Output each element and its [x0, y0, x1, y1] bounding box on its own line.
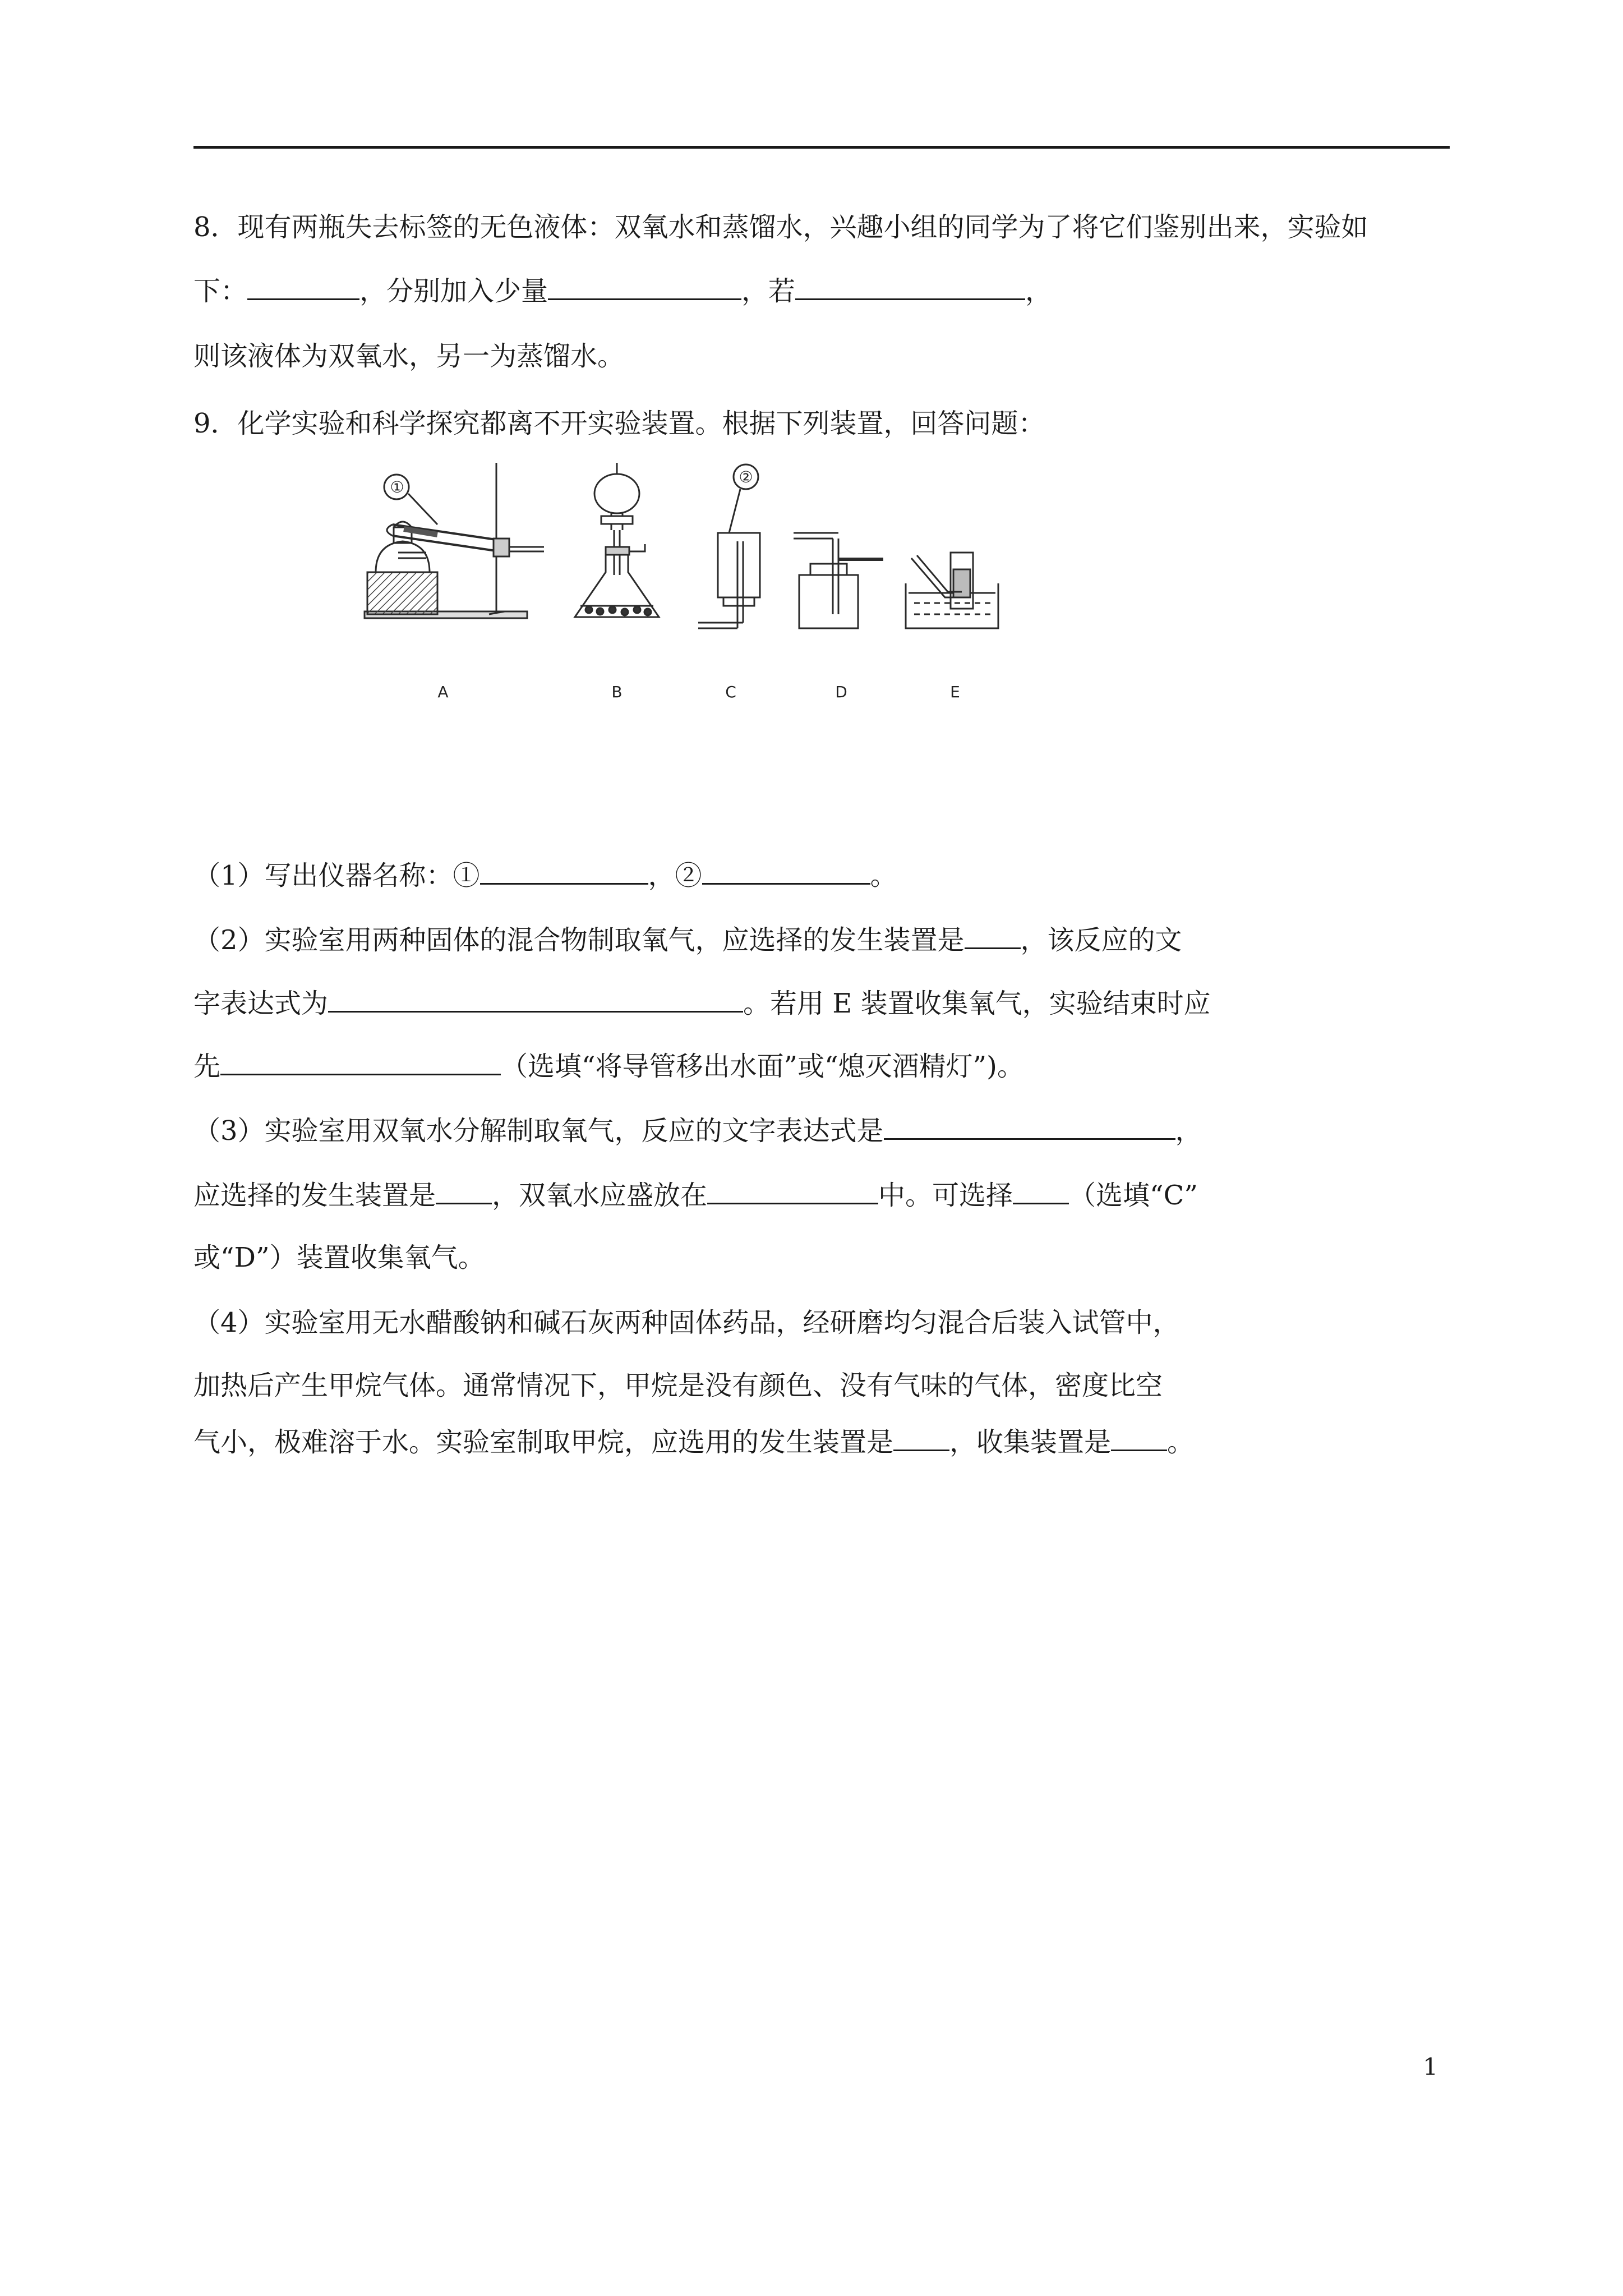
- marker-2: ②: [739, 468, 753, 486]
- answer-blank[interactable]: [965, 923, 1021, 949]
- marker-1: ①: [390, 478, 404, 496]
- q9-part-1: （1）写出仪器名称：① ，② 。: [193, 858, 897, 892]
- q9-part-2-line-1: （2）实验室用两种固体的混合物制取氧气，应选择的发生装置是 ，该反应的文: [193, 923, 1182, 957]
- q9-part-4-line-2: 加热后产生甲烷气体。通常情况下，甲烷是没有颜色、没有气味的气体，密度比空: [193, 1370, 1163, 1401]
- label-d: D: [835, 683, 847, 701]
- answer-blank[interactable]: [1013, 1178, 1069, 1204]
- answer-blank[interactable]: [707, 1178, 878, 1204]
- q9-part-4-line-1: （4）实验室用无水醋酸钠和碱石灰两种固体药品，经研磨均匀混合后装入试管中，: [193, 1307, 1180, 1338]
- q9-part-3-line-2: 应选择的发生装置是 ，双氧水应盛放在 中。可选择 （选填“C”: [193, 1178, 1198, 1212]
- answer-blank[interactable]: [480, 858, 648, 885]
- q9-intro: 9．化学实验和科学探究都离不开实验装置。根据下列装置，回答问题：: [193, 408, 1045, 439]
- apparatus-e: [906, 553, 998, 628]
- label-a: A: [437, 683, 449, 701]
- q9-part-3-line-1: （3）实验室用双氧水分解制取氧气，反应的文字表达式是 ，: [193, 1114, 1202, 1148]
- label-b: B: [611, 683, 623, 701]
- apparatus-d: [794, 533, 883, 628]
- answer-blank[interactable]: [884, 1114, 1175, 1140]
- q9-part-3-line-3: 或“D”）装置收集氧气。: [193, 1242, 485, 1273]
- page-number: 1: [1423, 2053, 1438, 2081]
- answer-blank[interactable]: [328, 986, 743, 1013]
- apparatus-figure: [359, 463, 1009, 710]
- answer-blank[interactable]: [893, 1425, 949, 1451]
- header-rule: [193, 146, 1450, 149]
- q8-line-2: 下： ，分别加入少量 ，若 ，: [193, 274, 1052, 308]
- answer-blank[interactable]: [702, 858, 870, 885]
- answer-blank[interactable]: [436, 1178, 492, 1204]
- label-c: C: [725, 683, 736, 701]
- q9-part-2-line-3: 先 （选填“将导管移出水面”或“熄灭酒精灯”)。: [193, 1049, 1024, 1083]
- apparatus-c: [698, 464, 760, 628]
- answer-blank[interactable]: [1111, 1425, 1167, 1451]
- answer-blank[interactable]: [548, 274, 741, 300]
- q9-part-4-line-3: 气小，极难溶于水。实验室制取甲烷，应选用的发生装置是 ，收集装置是 。: [193, 1425, 1194, 1459]
- answer-blank[interactable]: [795, 274, 1025, 300]
- q8-line-3: 则该液体为双氧水，另一为蒸馏水。: [193, 341, 625, 372]
- answer-blank[interactable]: [220, 1049, 501, 1075]
- label-e: E: [950, 683, 960, 701]
- q8-line-1: 8．现有两瓶失去标签的无色液体：双氧水和蒸馏水，兴趣小组的同学为了将它们鉴别出来，实验如: [193, 211, 1368, 243]
- answer-blank[interactable]: [247, 274, 359, 300]
- q9-part-2-line-2: 字表达式为 。若用 E 装置收集氧气，实验结束时应: [193, 986, 1211, 1020]
- apparatus-b: [575, 463, 659, 617]
